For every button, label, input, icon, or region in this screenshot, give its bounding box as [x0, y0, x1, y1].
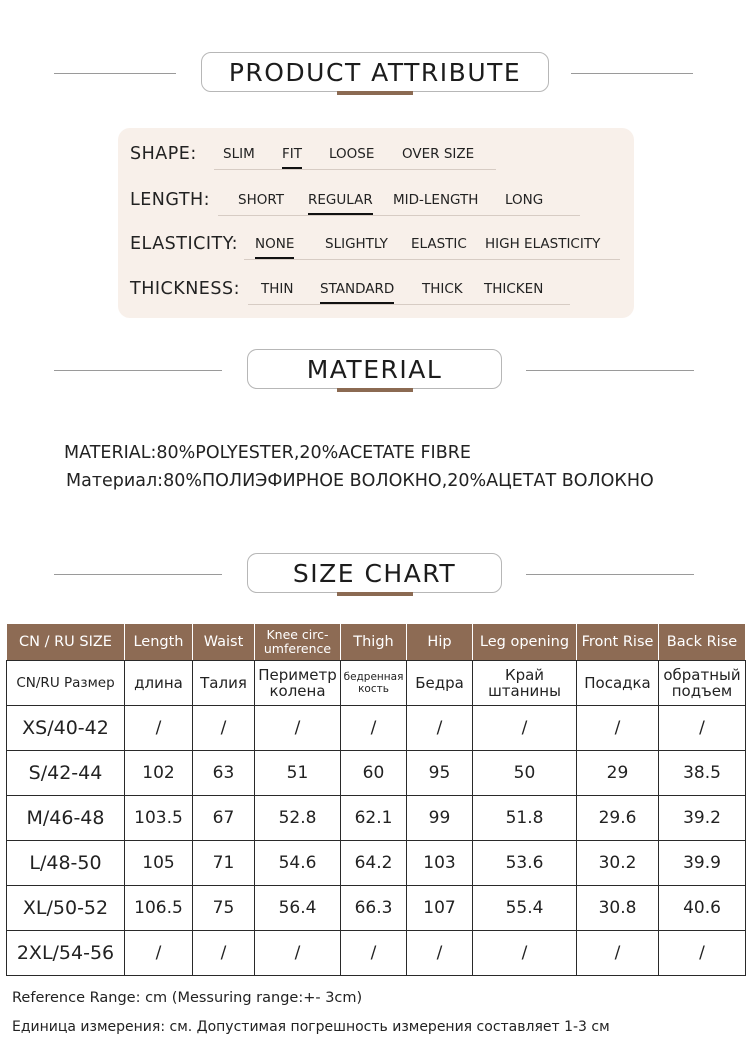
table-cell: 30.8 — [577, 886, 659, 931]
section-title-text: SIZE CHART — [292, 558, 457, 588]
attribute-row-shape — [118, 142, 634, 172]
table-cell: / — [407, 931, 473, 976]
attribute-option: HIGH ELASTICITY — [485, 236, 601, 252]
size-chart-table — [6, 623, 746, 976]
table-cell: / — [125, 706, 193, 751]
divider-left — [54, 73, 176, 74]
size-cell: S/42-44 — [7, 751, 125, 796]
table-cell: 105 — [125, 841, 193, 886]
table-cell: 56.4 — [255, 886, 341, 931]
table-cell: 75 — [193, 886, 255, 931]
table-cell: 55.4 — [473, 886, 577, 931]
measurement-note-russian: Единица измерения: см. Допустимая погрешность измерения составляет 1-3 см — [12, 1019, 610, 1035]
table-cell: / — [407, 706, 473, 751]
attribute-panel — [118, 128, 634, 318]
table-header-cell: CN/RU Размер — [7, 661, 125, 706]
attribute-option-selected: REGULAR — [308, 192, 373, 208]
table-header-cell: Посадка — [577, 661, 659, 706]
section-title-text: PRODUCT ATTRIBUTE — [228, 57, 522, 87]
table-header-cell: Периметр колена — [255, 661, 341, 706]
table-header-cell: длина — [125, 661, 193, 706]
material-russian — [66, 471, 654, 491]
attribute-option: SHORT — [238, 192, 284, 208]
attribute-option: SLIM — [223, 146, 255, 162]
table-cell: 62.1 — [341, 796, 407, 841]
divider-left — [54, 574, 222, 575]
table-row — [7, 931, 746, 976]
attribute-option: LONG — [505, 192, 544, 208]
table-cell: 40.6 — [659, 886, 746, 931]
table-cell: 71 — [193, 841, 255, 886]
table-cell: 67 — [193, 796, 255, 841]
attribute-option: OVER SIZE — [402, 146, 475, 162]
table-header-cell: бедренная кость — [341, 661, 407, 706]
table-cell: / — [577, 706, 659, 751]
table-cell: 30.2 — [577, 841, 659, 886]
table-cell: 107 — [407, 886, 473, 931]
table-cell: / — [193, 706, 255, 751]
material-label: MATERIAL: — [64, 443, 157, 463]
table-cell: / — [193, 931, 255, 976]
divider-right — [526, 370, 694, 371]
table-header-row-russian — [7, 661, 746, 706]
table-cell: / — [659, 931, 746, 976]
table-cell: 106.5 — [125, 886, 193, 931]
table-header-cell: Knee circ-umference — [255, 624, 341, 661]
table-cell: 60 — [341, 751, 407, 796]
product-attribute-header — [0, 52, 750, 102]
material-value: 80%ПОЛИЭФИРНОЕ ВОЛОКНО,20%АЦЕТАТ ВОЛОКНО — [163, 471, 654, 491]
attribute-row-elasticity — [118, 232, 634, 262]
attribute-option-selected: NONE — [255, 236, 295, 252]
table-row — [7, 886, 746, 931]
table-header-cell: Waist — [193, 624, 255, 661]
attribute-label: ELASTICITY: — [130, 234, 238, 254]
attribute-row-length — [118, 188, 634, 218]
table-row — [7, 796, 746, 841]
table-header-cell: обратный подъем — [659, 661, 746, 706]
attribute-underline — [218, 215, 580, 216]
material-english — [64, 443, 471, 463]
reference-range-note: Reference Range: cm (Messuring range:+- 3cm) — [12, 990, 363, 1006]
section-title-text: MATERIAL — [306, 354, 443, 384]
title-accent-bar — [337, 388, 413, 392]
table-header-cell: Hip — [407, 624, 473, 661]
divider-right — [526, 574, 694, 575]
size-cell: M/46-48 — [7, 796, 125, 841]
table-cell: 102 — [125, 751, 193, 796]
table-header-cell: Талия — [193, 661, 255, 706]
table-cell: / — [125, 931, 193, 976]
section-title-material — [247, 349, 502, 389]
table-cell: 50 — [473, 751, 577, 796]
size-cell: XS/40-42 — [7, 706, 125, 751]
attribute-option: LOOSE — [329, 146, 375, 162]
table-row — [7, 706, 746, 751]
size-chart-header — [0, 553, 750, 603]
attribute-row-thickness — [118, 277, 634, 307]
table-cell: 63 — [193, 751, 255, 796]
table-cell: 54.6 — [255, 841, 341, 886]
table-cell: / — [473, 706, 577, 751]
size-cell: XL/50-52 — [7, 886, 125, 931]
attribute-option: THIN — [261, 281, 294, 297]
table-cell: / — [255, 706, 341, 751]
material-label: Материал: — [66, 471, 164, 491]
title-accent-bar — [337, 91, 413, 95]
table-cell: 29.6 — [577, 796, 659, 841]
title-accent-bar — [337, 592, 413, 596]
table-cell: / — [473, 931, 577, 976]
attribute-option: THICKEN — [484, 281, 544, 297]
table-cell: 66.3 — [341, 886, 407, 931]
table-cell: / — [341, 706, 407, 751]
table-header-cell: Front Rise — [577, 624, 659, 661]
table-row — [7, 841, 746, 886]
table-cell: 103.5 — [125, 796, 193, 841]
divider-left — [54, 370, 222, 371]
table-cell: 39.2 — [659, 796, 746, 841]
table-header-cell: CN / RU SIZE — [7, 624, 125, 661]
table-cell: / — [341, 931, 407, 976]
attribute-option: SLIGHTLY — [325, 236, 388, 252]
table-header-cell: Край штанины — [473, 661, 577, 706]
table-cell: 39.9 — [659, 841, 746, 886]
material-value: 80%POLYESTER,20%ACETATE FIBRE — [156, 443, 471, 463]
table-cell: 29 — [577, 751, 659, 796]
attribute-underline — [248, 304, 570, 305]
table-cell: 38.5 — [659, 751, 746, 796]
table-cell: 95 — [407, 751, 473, 796]
table-header-row — [7, 624, 746, 661]
attribute-label: LENGTH: — [130, 190, 211, 210]
table-cell: 53.6 — [473, 841, 577, 886]
size-cell: 2XL/54-56 — [7, 931, 125, 976]
table-cell: / — [577, 931, 659, 976]
table-cell: 103 — [407, 841, 473, 886]
table-header-cell: Back Rise — [659, 624, 746, 661]
attribute-label: SHAPE: — [130, 144, 197, 164]
material-header — [0, 349, 750, 399]
attribute-option: ELASTIC — [411, 236, 467, 252]
table-cell: / — [659, 706, 746, 751]
attribute-option: THICK — [422, 281, 463, 297]
table-cell: 52.8 — [255, 796, 341, 841]
attribute-label: THICKNESS: — [130, 279, 240, 299]
table-cell: / — [255, 931, 341, 976]
attribute-underline — [214, 169, 496, 170]
table-cell: 51 — [255, 751, 341, 796]
table-cell: 51.8 — [473, 796, 577, 841]
size-cell: L/48-50 — [7, 841, 125, 886]
table-header-cell: Leg opening — [473, 624, 577, 661]
section-title-size-chart — [247, 553, 502, 593]
table-row — [7, 751, 746, 796]
table-header-cell: Thigh — [341, 624, 407, 661]
table-cell: 64.2 — [341, 841, 407, 886]
table-cell: 99 — [407, 796, 473, 841]
attribute-option-selected: STANDARD — [320, 281, 395, 297]
table-header-cell: Length — [125, 624, 193, 661]
attribute-option-selected: FIT — [282, 146, 302, 162]
attribute-option: MID-LENGTH — [393, 192, 479, 208]
attribute-underline — [244, 259, 620, 260]
section-title-product-attribute — [201, 52, 549, 92]
table-header-cell: Бедра — [407, 661, 473, 706]
divider-right — [571, 73, 693, 74]
